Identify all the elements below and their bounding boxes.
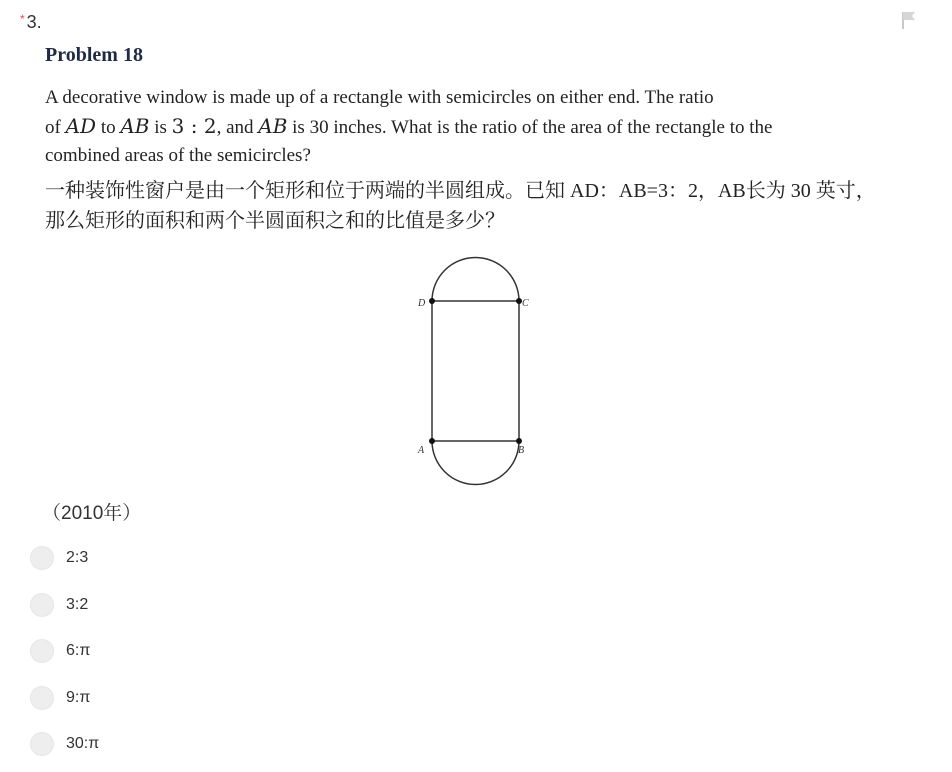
option-label: 3:2 [66, 596, 89, 613]
question-number-text: 3. [26, 12, 42, 32]
point-b [516, 438, 522, 444]
math-ratio: 3 : 2 [171, 114, 217, 138]
math-ab: AB [120, 114, 150, 138]
point-a [429, 438, 435, 444]
label-b: B [518, 445, 525, 456]
radio-button[interactable] [30, 546, 54, 570]
option-label: 6:π [66, 642, 91, 659]
option-label: 30:π [66, 735, 100, 752]
year-label: （2010年） [42, 503, 142, 524]
question-number [20, 12, 42, 33]
option-2[interactable] [30, 591, 88, 619]
radio-button[interactable] [30, 686, 54, 710]
radio-button[interactable] [30, 593, 54, 617]
math-ad: AD [65, 114, 97, 138]
text-is: is [149, 117, 172, 138]
required-mark: * [20, 12, 25, 26]
option-1[interactable] [30, 544, 88, 572]
top-semicircle [432, 258, 519, 302]
bottom-semicircle [432, 441, 519, 485]
radio-button[interactable] [30, 732, 54, 756]
problem-title: Problem 18 [45, 44, 143, 66]
label-d: D [418, 298, 426, 309]
problem-text-chinese: 一种装饰性窗户是由一个矩形和位于两端的半圆组成。已知 AD：AB=3：2，AB长为 30 英寸，那么矩形的面积和两个半圆面积之和的比值是多少？ [45, 180, 876, 232]
label-c: C [522, 298, 529, 309]
option-label: 2:3 [66, 549, 89, 566]
radio-button[interactable] [30, 639, 54, 663]
text-and: , and [216, 117, 259, 138]
math-ab-2: AB [258, 114, 288, 138]
option-3[interactable] [30, 637, 90, 665]
option-5[interactable] [30, 730, 99, 758]
label-a: A [418, 445, 425, 456]
text-to: to [96, 117, 121, 138]
point-d [429, 298, 435, 304]
flag-icon[interactable] [900, 10, 918, 30]
option-4[interactable] [30, 684, 90, 712]
problem-text-english [45, 84, 885, 170]
problem-text-line3: combined areas of the semicircles? [45, 145, 311, 166]
text-of: of [45, 117, 66, 138]
problem-text-line1: A decorative window is made up of a rectangle with semicircles on either end. The ratio [45, 87, 714, 108]
problem-text-line2-rest: is 30 inches. What is the ratio of the area of the rectangle to the [287, 117, 773, 138]
window-figure [410, 254, 540, 490]
option-label: 9:π [66, 689, 91, 706]
